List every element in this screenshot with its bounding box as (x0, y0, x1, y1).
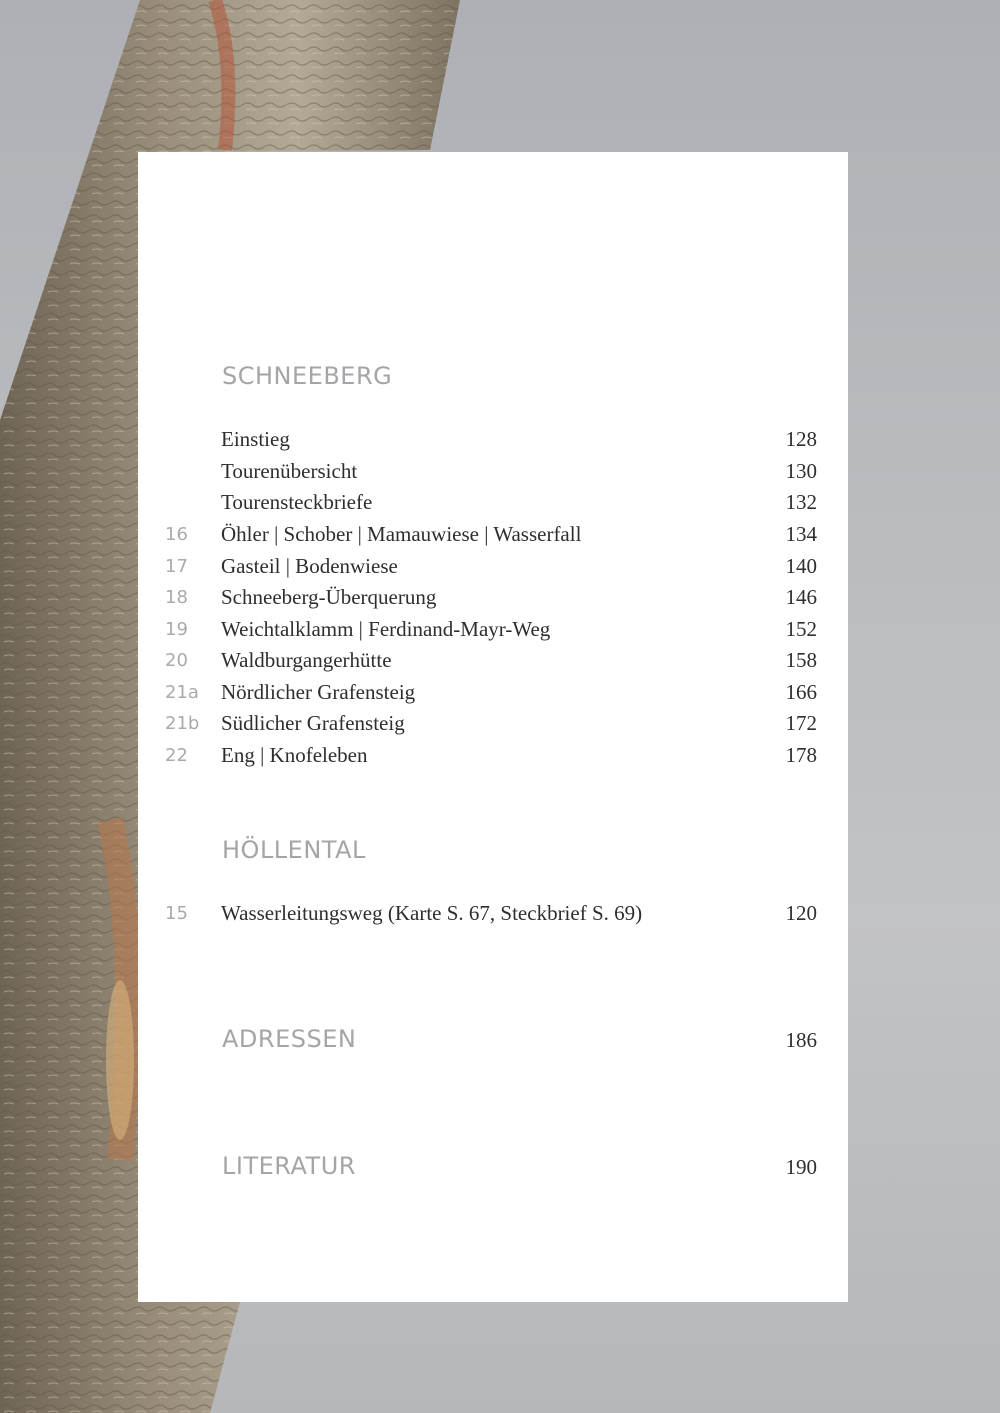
page-number: 166 (785, 680, 817, 704)
toc-entry[interactable] (165, 459, 817, 491)
entry-title: Einstieg (221, 427, 290, 451)
toc-entry[interactable] (165, 680, 817, 712)
entry-title: Waldburgangerhütte (221, 648, 392, 672)
tour-number: 18 (165, 587, 188, 608)
entry-title: Nördlicher Grafensteig (221, 680, 416, 704)
section-heading-literatur[interactable]: LITERATUR (222, 1152, 356, 1180)
tour-number: 16 (165, 524, 188, 545)
toc-entry[interactable] (165, 711, 817, 743)
toc-entry[interactable] (165, 554, 817, 586)
page-number: 146 (785, 585, 817, 609)
section-heading-schneeberg: SCHNEEBERG (222, 362, 393, 390)
page-number: 120 (785, 901, 817, 925)
toc-entry[interactable] (165, 648, 817, 680)
section-heading-hoellental: HÖLLENTAL (222, 836, 366, 864)
toc-entry[interactable] (165, 427, 817, 459)
tour-number: 15 (165, 903, 188, 924)
page-number: 158 (785, 648, 817, 672)
literatur-page-number: 190 (785, 1155, 817, 1179)
toc-entry[interactable] (165, 585, 817, 617)
entry-title: Tourensteckbriefe (221, 490, 373, 514)
page-number: 178 (785, 743, 817, 767)
entry-title: Eng | Knofeleben (221, 743, 368, 767)
tour-number: 22 (165, 745, 188, 766)
entry-title: Öhler | Schober | Mamauwiese | Wasserfall (221, 522, 582, 546)
page-number: 152 (785, 617, 817, 641)
tour-number: 19 (165, 619, 188, 640)
toc-entry[interactable] (165, 743, 817, 775)
adressen-page-number: 186 (785, 1028, 817, 1052)
entry-title: Schneeberg-Überquerung (221, 585, 437, 609)
entry-title: Weichtalklamm | Ferdinand-Mayr-Weg (221, 617, 551, 641)
toc-entry[interactable] (165, 617, 817, 649)
entry-title: Gasteil | Bodenwiese (221, 554, 398, 578)
entry-title: Südlicher Grafensteig (221, 711, 405, 735)
entry-title: Wasserleitungsweg (Karte S. 67, Steckbrief S. 69) (221, 901, 643, 925)
tour-number: 20 (165, 650, 188, 671)
page-number: 172 (785, 711, 817, 735)
tour-number: 17 (165, 556, 188, 577)
page-number: 134 (785, 522, 817, 546)
entry-title: Tourenübersicht (221, 459, 358, 483)
page-number: 130 (785, 459, 817, 483)
page-number: 140 (785, 554, 817, 578)
tour-number: 21b (165, 713, 200, 734)
toc-entry[interactable] (165, 490, 817, 522)
toc-entry[interactable] (165, 901, 817, 933)
page-number: 128 (785, 427, 817, 451)
page-number: 132 (785, 490, 817, 514)
tour-number: 21a (165, 682, 199, 703)
toc-entry[interactable] (165, 522, 817, 554)
section-heading-adressen[interactable]: ADRESSEN (222, 1025, 357, 1053)
